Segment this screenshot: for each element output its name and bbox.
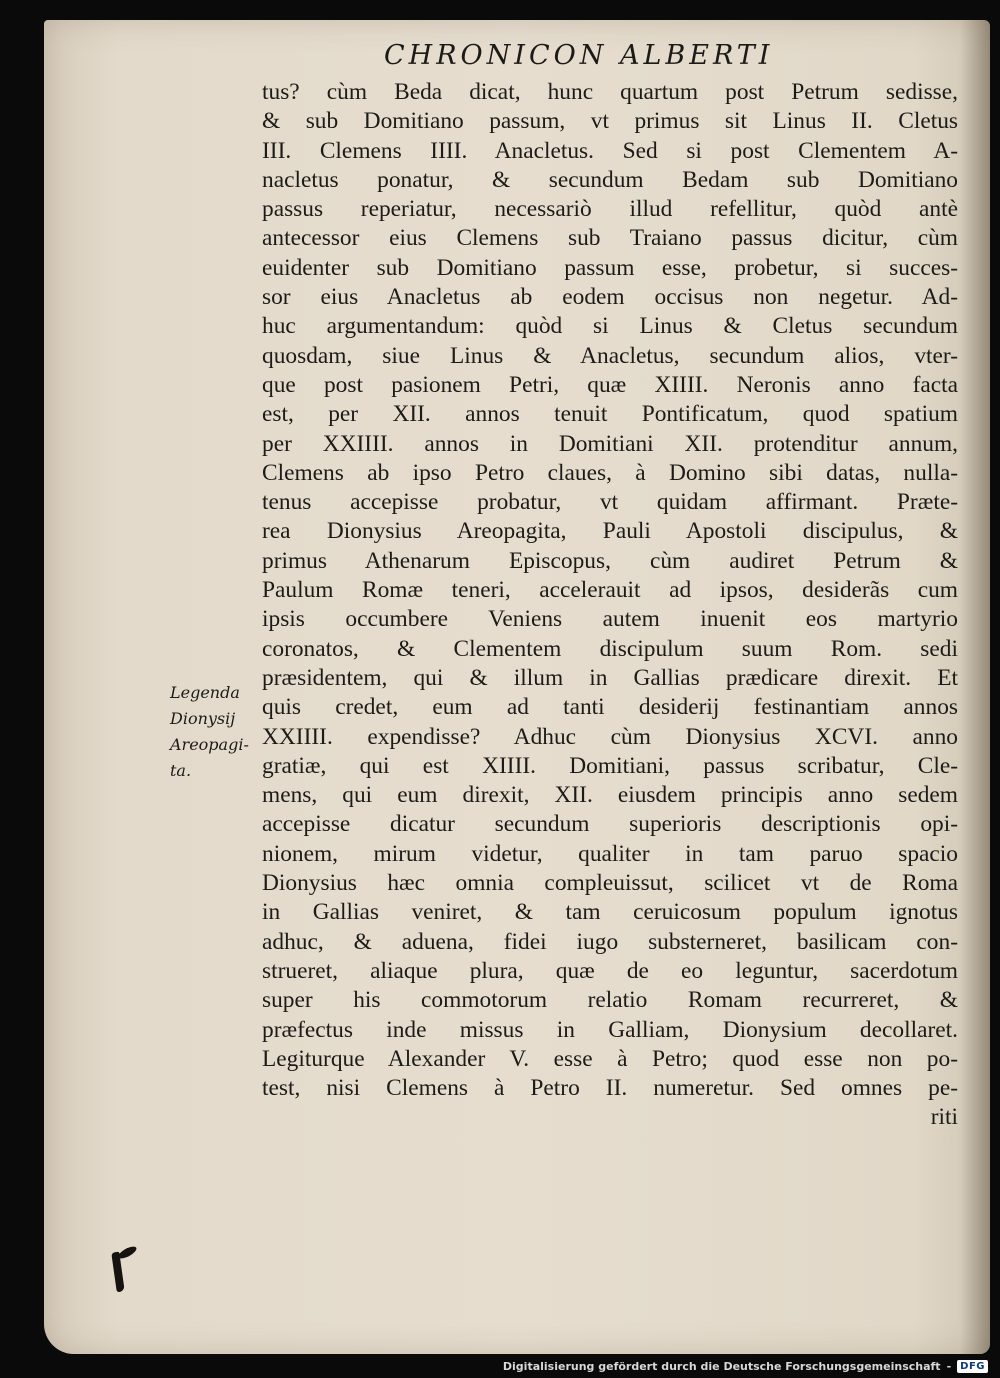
digitization-footer — [503, 1356, 988, 1376]
dfg-logo-icon: DFG — [957, 1360, 988, 1373]
text-line: coronatos, & Clementem discipulum suum Rom. sedi — [262, 635, 958, 662]
text-line: que post pasionem Petri, quæ XIIII. Neronis anno facta — [262, 371, 958, 398]
main-text — [262, 78, 958, 1133]
text-line: Dionysius hæc omnia compleuissut, scilicet vt de Roma — [262, 870, 958, 897]
marginal-note-line: Legenda — [170, 683, 240, 702]
text-line: adhuc, & aduena, fidei iugo substerneret, basilicam con- — [262, 928, 958, 955]
text-line: super his commotorum relatio Romam recurreret, & — [262, 987, 958, 1014]
text-line: passus reperiatur, necessariò illud refellitur, quòd antè — [262, 196, 958, 223]
text-line: nacletus ponatur, & secundum Bedam sub Domitiano — [262, 166, 958, 193]
text-line: III. Clemens IIII. Anacletus. Sed si post Clementem A- — [262, 137, 958, 164]
text-line: quis credet, eum ad tanti desiderij festinantiam annos — [262, 694, 958, 721]
text-line: nionem, mirum videtur, qualiter in tam paruo spacio — [262, 840, 958, 867]
text-line: tenus accepisse probatur, vt quidam affirmant. Præte- — [262, 489, 958, 516]
marginal-note-line: Areopagi- — [170, 735, 249, 754]
text-line: rea Dionysius Areopagita, Pauli Apostoli discipulus, & — [262, 518, 958, 545]
text-line: Paulum Romæ teneri, accelerauit ad ipsos, desiderãs cum — [262, 577, 958, 604]
text-line: in Gallias veniret, & tam ceruicosum populum ignotus — [262, 899, 958, 926]
text-line: Clemens ab ipso Petro claues, à Domino sibi datas, nulla- — [262, 459, 958, 486]
text-line: & sub Domitiano passum, vt primus sit Linus II. Cletus — [262, 108, 958, 135]
text-line: mens, qui eum direxit, XII. eiusdem principis anno sedem — [262, 782, 958, 809]
text-line: antecessor eius Clemens sub Traiano passus dicitur, cùm — [262, 225, 958, 252]
text-line: præsidentem, qui & illum in Gallias prædicare direxit. Et — [262, 664, 958, 691]
footer-credit: Digitalisierung gefördert durch die Deutsche Forschungsgemeinschaft — [502, 1359, 941, 1373]
footer-separator: - — [946, 1359, 952, 1373]
marginal-note-line: ta. — [170, 761, 192, 780]
text-line: huc argumentandum: quòd si Linus & Cletus secundum — [262, 313, 958, 340]
text-line: ipsis occumbere Veniens autem inuenit eos martyrio — [262, 606, 958, 633]
text-line: gratiæ, qui est XIIII. Domitiani, passus scribatur, Cle- — [262, 752, 958, 779]
text-line: XXIIII. expendisse? Adhuc cùm Dionysius XCVI. anno — [262, 723, 958, 750]
text-line: per XXIIII. annos in Domitiani XII. protenditur annum, — [262, 430, 958, 457]
text-line: est, per XII. annos tenuit Pontificatum, quod spatium — [262, 401, 958, 428]
text-line: Legiturque Alexander V. esse à Petro; quod esse non po- — [262, 1045, 958, 1072]
text-line: primus Athenarum Episcopus, cùm audiret Petrum & — [262, 547, 958, 574]
gutter-shadow — [960, 20, 990, 1354]
catchword: riti — [930, 1104, 958, 1131]
text-line: test, nisi Clemens à Petro II. numeretur. Sed omnes pe- — [262, 1075, 958, 1102]
marginal-note — [170, 680, 266, 784]
text-line: præfectus inde missus in Galliam, Dionysium decollaret. — [262, 1016, 958, 1043]
text-line: quosdam, siue Linus & Anacletus, secundum alios, vter- — [262, 342, 958, 369]
running-head: CHRONICON ALBERTI — [384, 40, 774, 71]
text-line: accepisse dicatur secundum superioris descriptionis opi- — [262, 811, 958, 838]
text-line: euidenter sub Domitiano passum esse, probetur, si succes- — [262, 254, 958, 281]
text-line: sor eius Anacletus ab eodem occisus non negetur. Ad- — [262, 284, 958, 311]
text-line: tus? cùm Beda dicat, hunc quartum post Petrum sedisse, — [262, 79, 958, 105]
marginal-note-line: Dionysij — [170, 709, 236, 728]
text-line: strueret, aliaque plura, quæ de eo leguntur, sacerdotum — [262, 957, 958, 984]
